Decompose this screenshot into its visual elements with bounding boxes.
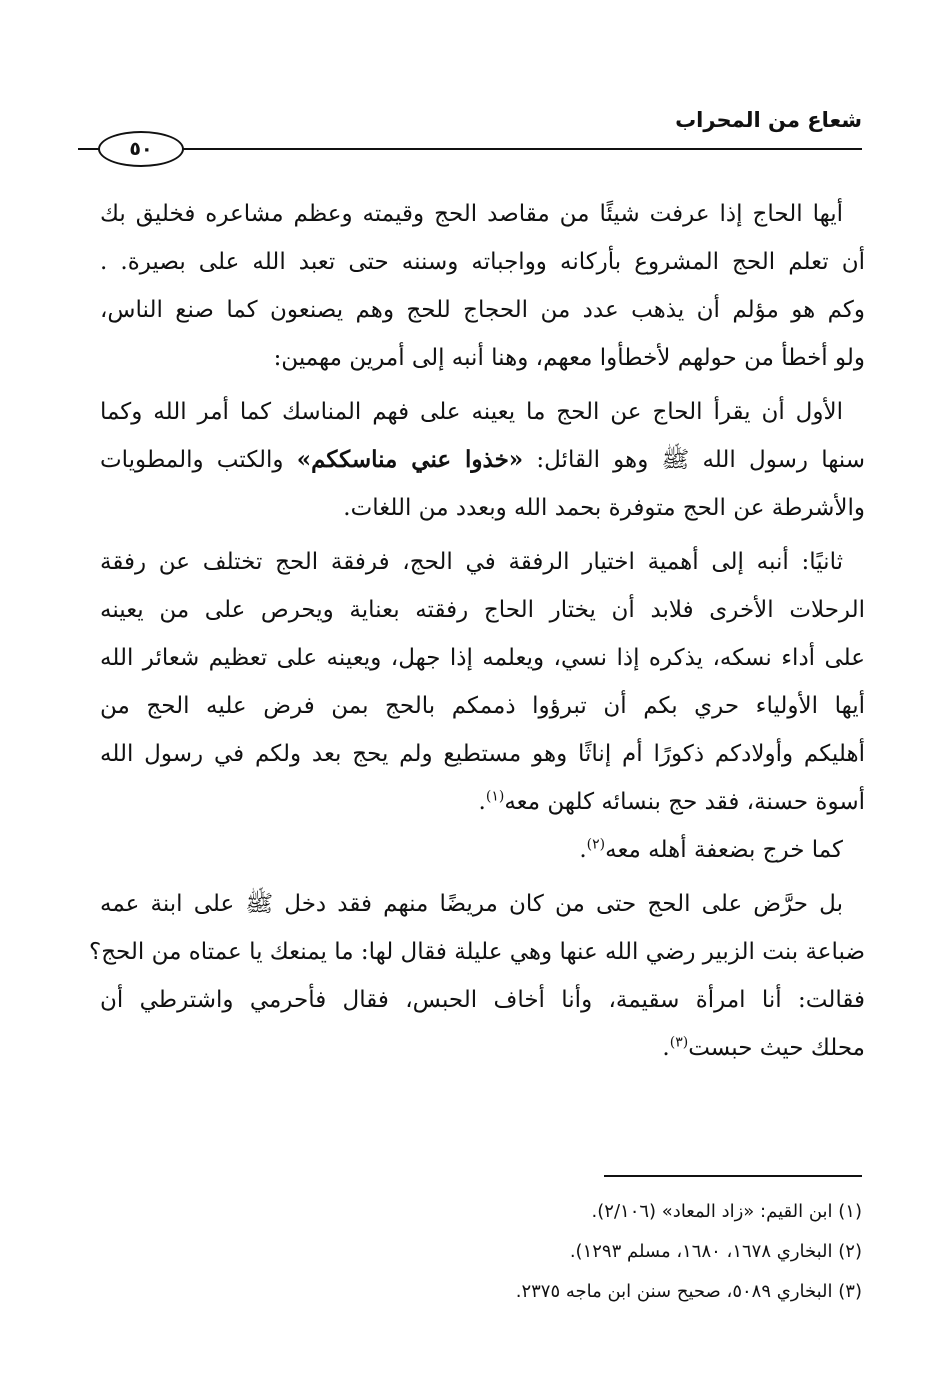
paragraph-2 <box>100 388 865 532</box>
footnote-rule <box>604 1175 862 1177</box>
text-line: أيها الأولياء حري بكم أن تبرؤوا ذممكم بالحج بمن فرض عليه الحج من <box>100 693 865 719</box>
text-line: الرحلات الأخرى فلابد أن يختار الحاج رفقته بعناية ويحرص على من يعينه <box>100 597 865 623</box>
text-line: ضباعة بنت الزبير رضي الله عنها وهي عليلة فقال لها: ما يمنعك يا عمتاه من الحج؟ <box>88 939 865 965</box>
text-line: فقالت: أنا امرأة سقيمة، وأنا أخاف الحبس، فقال فأحرمي واشترطي أن <box>100 987 865 1013</box>
paragraph-3 <box>100 538 865 826</box>
footnote-1: (١) ابن القيم: «زاد المعاد» (٢/١٠٦). <box>591 1201 862 1222</box>
text-line <box>100 826 865 874</box>
footnotes <box>102 1192 862 1312</box>
text-line: أيها الحاج إذا عرفت شيئًا من مقاصد الحج وقيمته وعظم مشاعره فخليق بك <box>100 201 843 227</box>
body-text <box>88 190 866 1072</box>
text-line: وكم هو مؤلم أن يذهب عدد من الحجاج للحج وهم يصنعون كما صنع الناس، <box>100 297 865 323</box>
text-segment: والكتب والمطويات <box>100 447 297 473</box>
text-line: والأشرطة عن الحج متوفرة بحمد الله وبعدد من اللغات. <box>343 495 865 521</box>
text-line: أن تعلم الحج المشروع بأركانه وواجباته وسننه حتى تعبد الله على بصيرة. . <box>100 249 865 275</box>
text-line: الأول أن يقرأ الحاج عن الحج ما يعينه على فهم المناسك كما أمر الله وكما <box>100 399 843 425</box>
header-rule <box>100 148 862 150</box>
running-header-title: شعاع من المحراب <box>675 108 862 132</box>
hadith-quote: «خذوا عني مناسككم» <box>296 446 524 473</box>
text-line <box>100 778 865 826</box>
footnote-ref: (٣) <box>669 1034 689 1051</box>
text-line <box>100 1024 865 1072</box>
text-line: ثانيًا: أنبه إلى أهمية اختيار الرفقة في الحج، فرفقة الحج تختلف عن رفقة <box>100 549 843 575</box>
paragraph-4 <box>100 826 865 874</box>
text-segment: محلك حيث حبست <box>688 1035 865 1061</box>
text-segment: . <box>579 837 587 863</box>
text-segment: أسوة حسنة، فقد حج بنسائه كلهن معه <box>504 789 865 815</box>
page-number: ٥٠ <box>98 131 184 167</box>
text-line: أهليكم وأولادكم ذكورًا أم إناثًا وهو مستطيع ولم يحج بعد ولكم في رسول الله <box>100 741 865 767</box>
text-segment: كما خرج بضعفة أهله معه <box>605 837 843 863</box>
footnote-2: (٢) البخاري ١٦٧٨، ١٦٨٠، مسلم ١٢٩٣). <box>569 1241 862 1262</box>
text-segment: . <box>478 789 486 815</box>
paragraph-1 <box>100 190 865 382</box>
text-line <box>100 436 865 484</box>
text-line: على أداء نسكه، يذكره إذا نسي، ويعلمه إذا جهل، ويعينه على تعظيم شعائر الله <box>100 645 865 671</box>
footnote-3: (٣) البخاري ٥٠٨٩، صحيح سنن ابن ماجه ٢٣٧٥. <box>515 1281 862 1302</box>
text-segment: . <box>662 1035 670 1061</box>
footnote-ref: (١) <box>485 788 505 805</box>
paragraph-5 <box>88 880 865 1072</box>
text-line: ولو أخطأ من حولهم لأخطأوا معهم، وهنا أنبه إلى أمرين مهمين: <box>273 345 865 371</box>
text-segment: سنها رسول الله ﷺ وهو القائل: <box>523 447 866 473</box>
text-line: بل حرَّض على الحج حتى من كان مريضًا منهم فقد دخل ﷺ على ابنة عمه <box>100 891 843 917</box>
footnote-ref: (٢) <box>586 836 606 853</box>
